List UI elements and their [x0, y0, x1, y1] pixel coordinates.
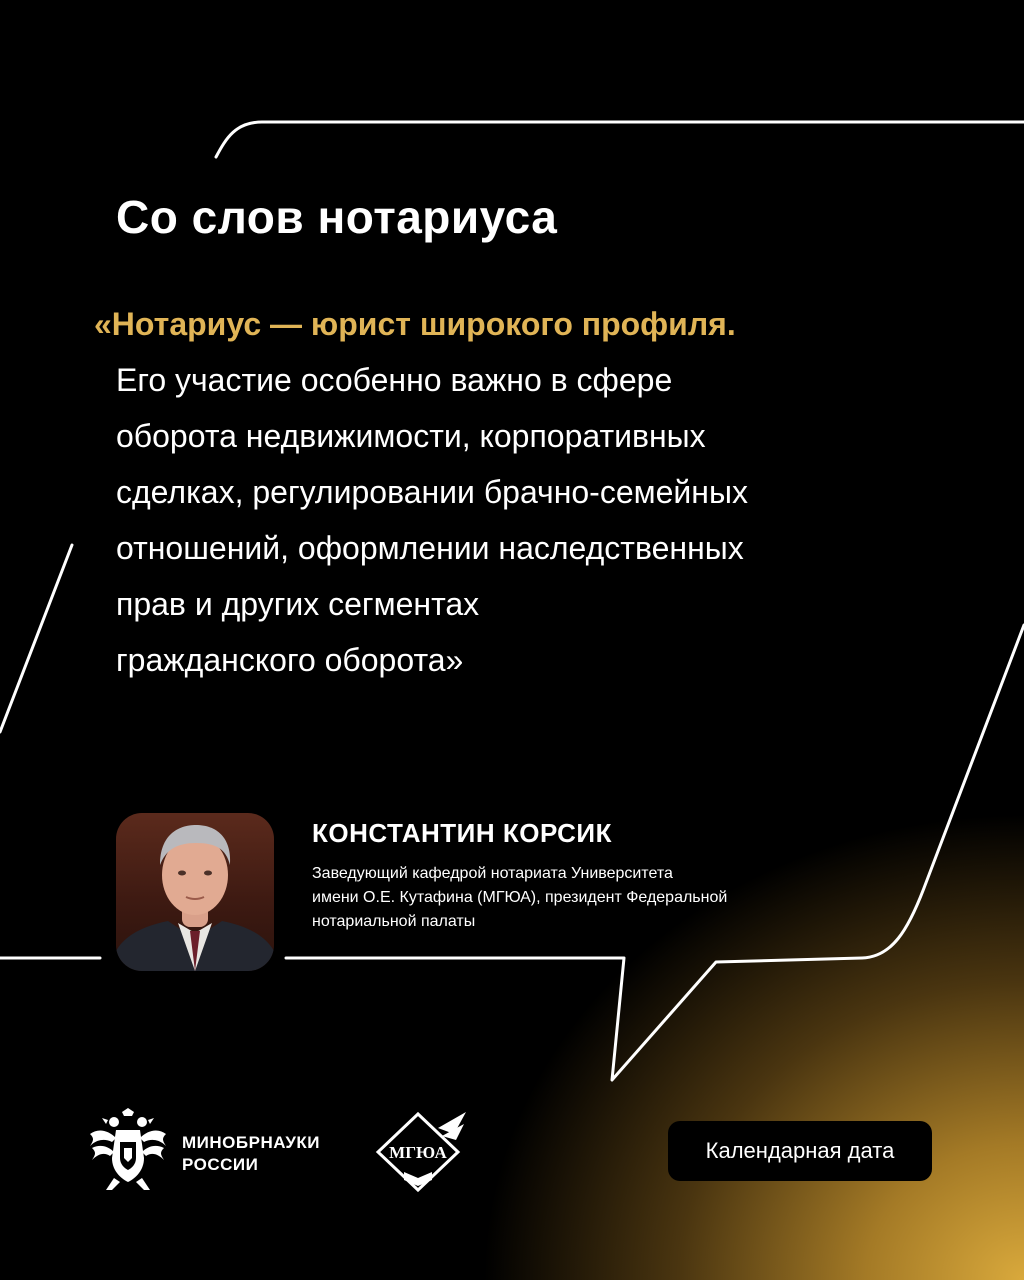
quote-line: прав и других сегментах [116, 586, 480, 622]
ministry-line: РОССИИ [182, 1155, 259, 1174]
quote-lead: «Нотариус — юрист широкого профиля. [94, 306, 736, 342]
speaker-role-line: имени О.Е. Кутафина (МГЮА), президент Федеральной [312, 889, 728, 906]
page-title: Со слов нотариуса [116, 191, 558, 243]
speaker-name: КОНСТАНТИН КОРСИК [312, 818, 612, 848]
double-headed-eagle-icon [88, 1108, 168, 1194]
msal-logo-icon [374, 1110, 470, 1194]
speaker-portrait-icon [116, 813, 274, 971]
ministry-line: МИНОБРНАУКИ [182, 1133, 321, 1152]
category-button[interactable]: Календарная дата [668, 1121, 932, 1181]
speaker-role [312, 862, 832, 934]
quote-line: оборота недвижимости, корпоративных [116, 418, 706, 454]
quote-line: отношений, оформлении наследственных [116, 530, 744, 566]
quote-line: сделках, регулировании брачно-семейных [116, 474, 748, 510]
speaker-role-line: нотариальной палаты [312, 913, 476, 930]
quote-line: Его участие особенно важно в сфере [116, 362, 673, 398]
msal-logo-text: МГЮА [389, 1143, 447, 1162]
quote-line: гражданского оборота» [116, 642, 464, 678]
speaker-photo [116, 813, 274, 971]
ministry-name [182, 1132, 320, 1176]
speaker-role-line: Заведующий кафедрой нотариата Университета [312, 865, 673, 882]
quote-block [94, 296, 974, 688]
